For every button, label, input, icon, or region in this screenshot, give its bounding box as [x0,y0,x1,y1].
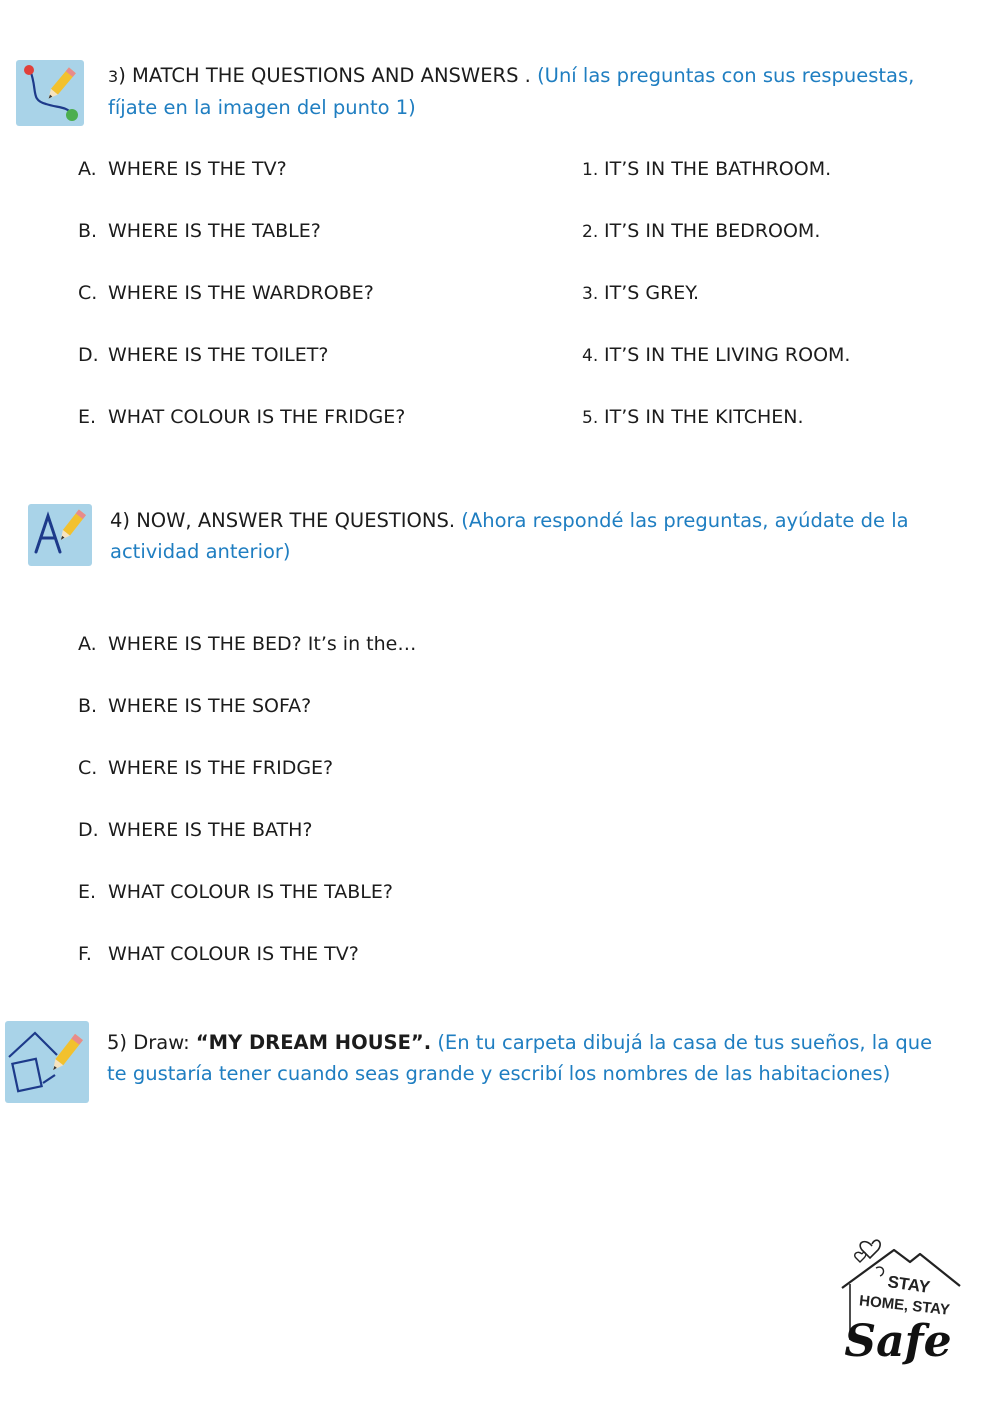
section5-title: “MY DREAM HOUSE”. [195,1031,432,1054]
section3-heading [108,60,948,123]
question-text: WHAT COLOUR IS THE FRIDGE? [108,406,406,428]
question-text: WHERE IS THE BED? It’s in the… [108,633,417,655]
question-text: WHERE IS THE WARDROBE? [108,282,374,304]
question-text: WHERE IS THE BATH? [108,819,313,841]
question-text: WHAT COLOUR IS THE TABLE? [108,881,393,903]
answer-item [582,343,850,368]
section3-number: 3 [108,67,119,86]
answer-number: 3. [582,284,599,304]
question-letter: D. [78,819,99,841]
answer-number: 5. [582,408,599,428]
question-letter: C. [78,757,98,779]
answer-text: IT’S IN THE BATHROOM. [604,158,832,180]
answer-number: 2. [582,222,599,242]
question-letter: C. [78,282,98,304]
section5-heading [107,1027,957,1089]
section3-instruction: (Uní las preguntas con sus respuestas, fíjate en la imagen del punto 1) [108,64,915,119]
logo-line1: STAY [886,1272,932,1297]
section5-instruction: (En tu carpeta dibujá la casa de tus sueños, la que te gustaría tener cuando seas grande y escribí los nombres de las habitaciones) [107,1031,933,1085]
question-text: WHERE IS THE TOILET? [108,344,329,366]
question-letter: B. [78,220,98,242]
question-item [78,818,313,842]
answer-item [582,157,831,182]
question-text: WHAT COLOUR IS THE TV? [108,943,359,965]
question-item [78,632,416,656]
question-item [78,942,359,966]
question-item [78,756,333,780]
logo-line2: HOME, STAY [858,1292,951,1319]
question-text: WHERE IS THE FRIDGE? [108,757,334,779]
section4-heading [110,505,950,567]
question-letter: B. [78,695,98,717]
letter-a-pencil-icon [28,504,92,566]
section3-title: ) MATCH THE QUESTIONS AND ANSWERS . [118,64,538,87]
question-text: WHERE IS THE SOFA? [108,695,312,717]
stay-home-house-hearts-icon [836,1230,966,1370]
section4-instruction: (Ahora respondé las preguntas, ayúdate de la actividad anterior) [110,509,909,563]
question-letter: A. [78,633,97,655]
answer-text: IT’S IN THE BEDROOM. [604,220,821,242]
answer-item [582,219,820,244]
answer-number: 1. [582,160,599,180]
matching-line-pencil-icon [16,60,84,126]
question-item [78,343,328,367]
question-item [78,281,374,305]
answer-item [582,405,804,430]
question-letter: E. [78,406,97,428]
answer-item [582,281,699,306]
logo-line3: Safe [844,1316,952,1367]
answer-text: IT’S IN THE KITCHEN. [604,406,804,428]
question-letter: F. [78,943,92,965]
section5-prefix: 5) Draw: [107,1031,196,1054]
question-item [78,157,287,181]
answer-number: 4. [582,346,599,366]
answer-text: IT’S IN THE LIVING ROOM. [604,344,851,366]
question-letter: D. [78,344,99,366]
question-item [78,694,311,718]
question-letter: A. [78,158,97,180]
section4-title: 4) NOW, ANSWER THE QUESTIONS. [110,509,462,532]
question-item [78,219,321,243]
answer-text: IT’S GREY. [604,282,700,304]
question-item [78,880,393,904]
shapes-drawing-pencil-icon [5,1021,89,1103]
question-letter: E. [78,881,97,903]
question-text: WHERE IS THE TV? [108,158,287,180]
question-text: WHERE IS THE TABLE? [108,220,321,242]
question-item [78,405,405,429]
